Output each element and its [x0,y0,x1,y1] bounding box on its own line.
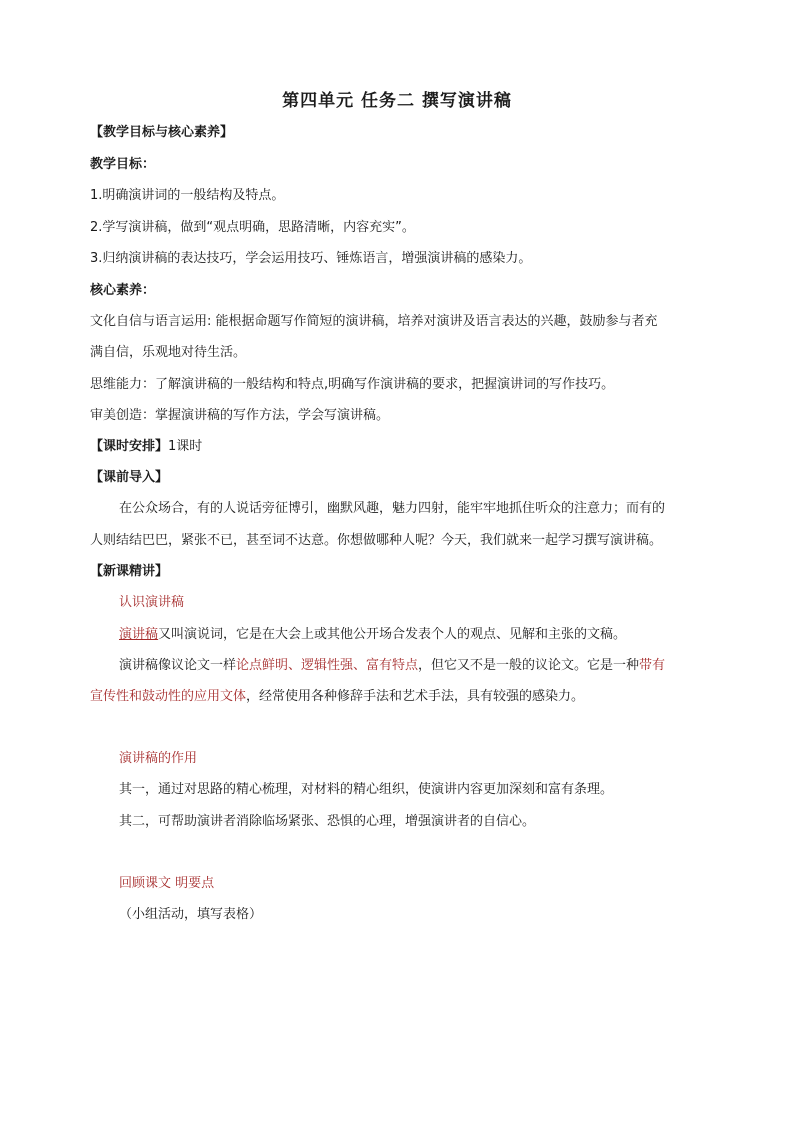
core-label: 核心素养： [90,283,156,298]
intro-heading: 【课前导入】 [90,470,169,485]
goal-item: 1.明确演讲词的一般结构及特点。 [90,188,285,203]
role-heading: 演讲稿的作用 [119,751,198,766]
goal-item: 2.学写演讲稿，做到“观点明确，思路清晰，内容充实”。 [90,220,415,235]
section-goals-heading: 【教学目标与核心素养】 [90,125,234,140]
core-literacy-2: 思维能力：了解演讲稿的一般结构和特点,明确写作演讲稿的要求，把握演讲词的写作技巧。 [90,377,615,392]
page-title: 第四单元 任务二 撰写演讲稿 [282,91,512,111]
definition-text: 又叫演说词，它是在大会上或其他公开场合发表个人的观点、见解和主张的文稿。 [158,627,627,642]
features-line-1 [119,656,665,676]
features-highlight: 论点鲜明、逻辑性强、富有特点 [236,658,419,673]
features-line-2 [90,687,584,707]
schedule-row [90,437,202,457]
core-literacy-3: 审美创造：掌握演讲稿的写作方法，学会写演讲稿。 [90,408,390,423]
role-item: 其一，通过对思路的精心梳理，对材料的精心组织，使演讲内容更加深刻和富有条理。 [119,782,614,797]
know-speech-heading: 认识演讲稿 [119,595,185,610]
intro-paragraph-line: 人则结结巴巴，紧张不已，甚至词不达意。你想做哪种人呢？今天，我们就来一起学习撰写演讲稿。 [90,533,663,548]
definition-term: 演讲稿 [119,627,159,642]
group-activity-note: （小组活动，填写表格） [119,907,263,922]
features-text: ，但它又不是一般的议论文。它是一种 [418,658,640,673]
features-text: ，经常使用各种修辞手法和艺术手法，具有较强的感染力。 [246,689,585,704]
goals-label: 教学目标： [90,157,156,172]
goal-item: 3.归纳演讲稿的表达技巧，学会运用技巧、锤炼语言，增强演讲稿的感染力。 [90,251,532,266]
intro-paragraph-line: 在公众场合，有的人说话旁征博引，幽默风趣，魅力四射，能牢牢地抓住听众的注意力；而有的 [119,501,666,516]
new-lesson-heading: 【新课精讲】 [90,564,169,579]
core-literacy-1b: 满自信，乐观地对待生活。 [90,345,247,360]
features-text: 演讲稿像议论文一样 [119,658,237,673]
schedule-value: 1课时 [168,439,203,454]
features-highlight: 带有 [639,658,666,673]
features-highlight: 宣传性和鼓动性的应用文体 [90,689,247,704]
review-heading: 回顾课文 明要点 [119,876,215,891]
schedule-label: 【课时安排】 [90,439,169,454]
core-literacy-1a: 文化自信与语言运用: 能根据命题写作简短的演讲稿，培养对演讲及语言表达的兴趣，鼓励参与者充 [90,314,658,329]
definition-line [119,625,626,645]
role-item: 其二，可帮助演讲者消除临场紧张、恐惧的心理，增强演讲者的自信心。 [119,814,536,829]
